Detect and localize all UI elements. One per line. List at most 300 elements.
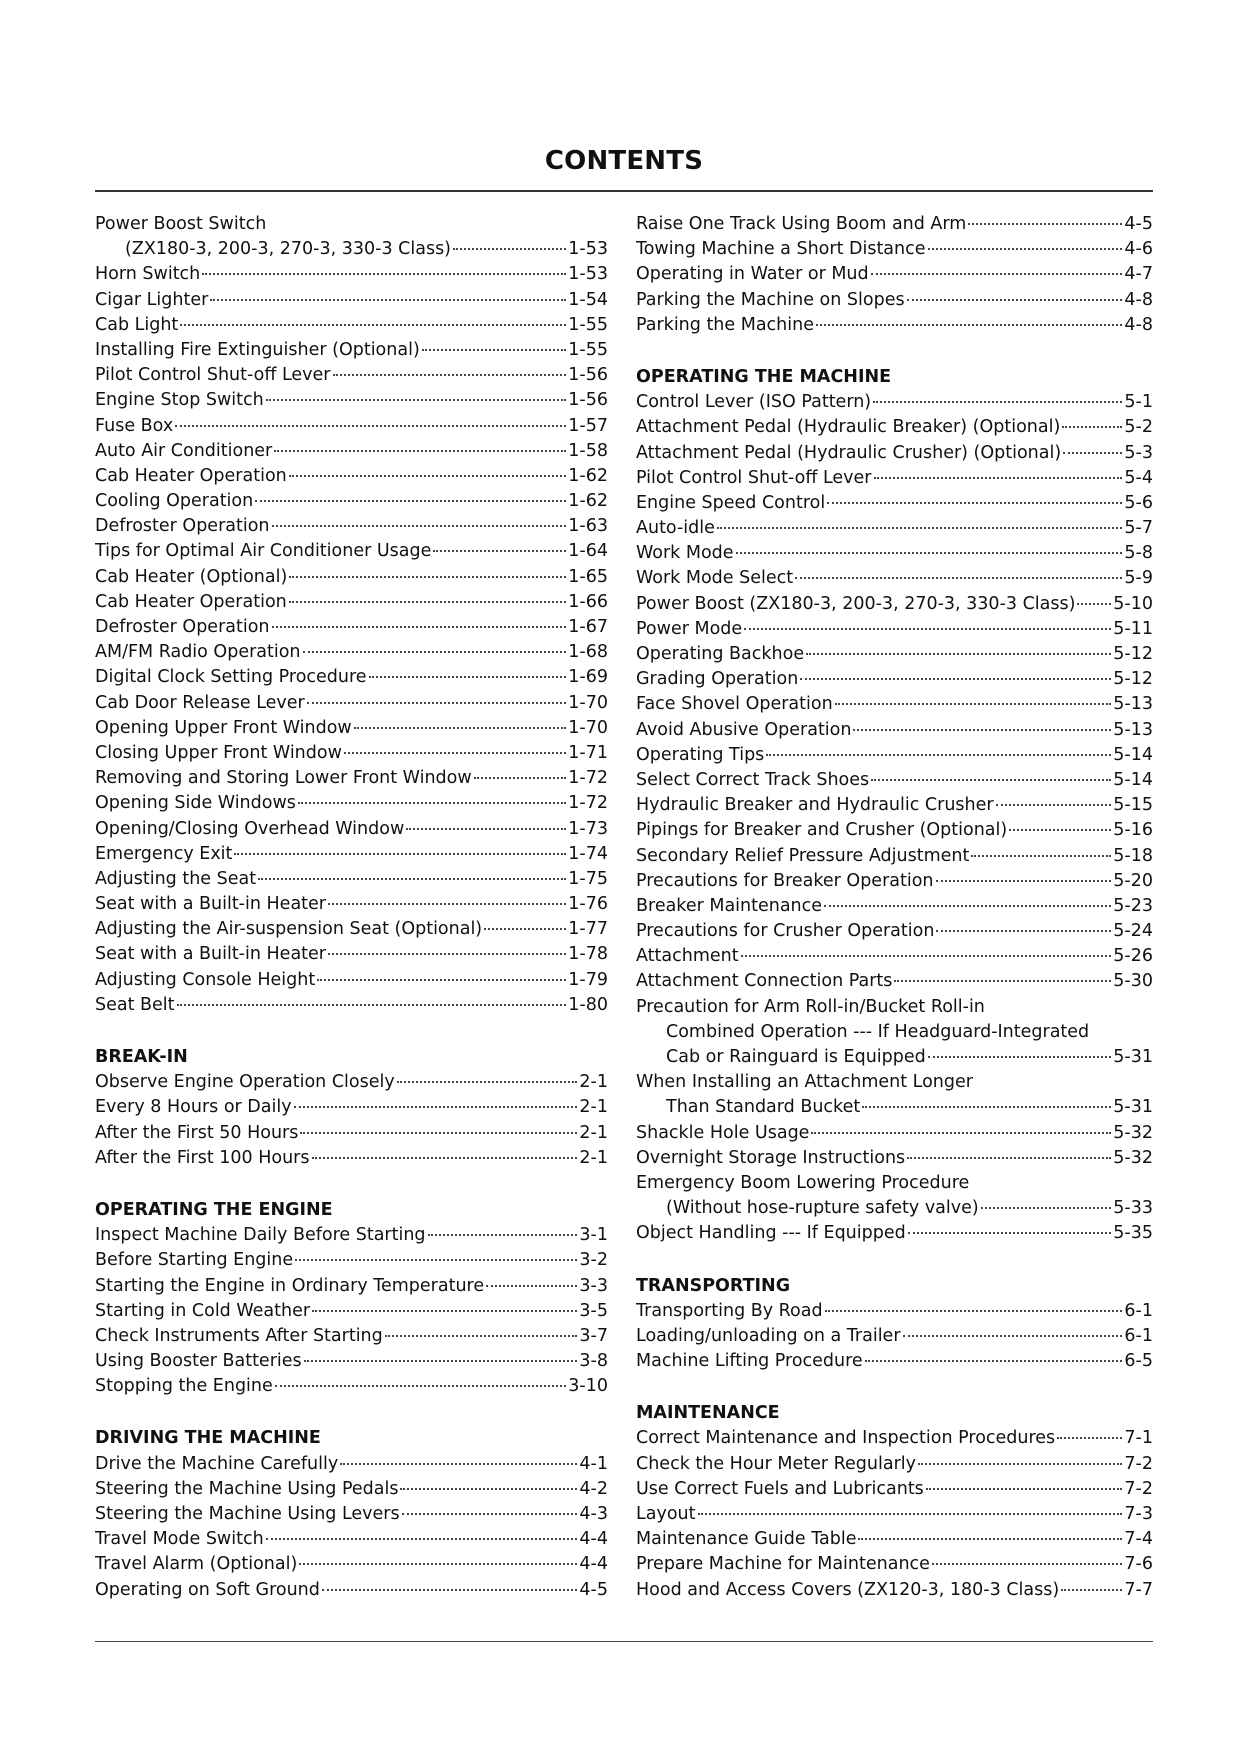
toc-entry-page: 1-62 [568, 465, 608, 486]
toc-entry-title: Maintenance Guide Table [636, 1529, 857, 1550]
toc-entry[interactable] [636, 1095, 1153, 1120]
toc-entry[interactable] [95, 817, 608, 842]
toc-entry[interactable] [95, 439, 608, 464]
toc-entry[interactable] [636, 491, 1153, 516]
toc-entry[interactable] [636, 1527, 1153, 1552]
toc-entry[interactable] [95, 1248, 608, 1273]
toc-entry-title: Attachment Pedal (Hydraulic Crusher) (Optional) [636, 442, 1062, 463]
toc-entry-page: 6-1 [1124, 1300, 1153, 1321]
toc-entry-page: 1-54 [568, 289, 608, 310]
toc-entry[interactable] [636, 212, 1153, 237]
toc-entry-page: 3-5 [579, 1300, 608, 1321]
toc-entry[interactable] [636, 1121, 1153, 1146]
toc-entry[interactable] [636, 1299, 1153, 1324]
dot-leader [811, 1132, 1111, 1134]
dot-leader [312, 1157, 578, 1159]
toc-entry-title: AM/FM Radio Operation [95, 642, 301, 663]
dot-leader [862, 1106, 1111, 1108]
toc-entry-title: Towing Machine a Short Distance [636, 239, 926, 260]
dot-leader [800, 678, 1111, 680]
toc-entry-title: Adjusting the Seat [95, 868, 257, 889]
toc-entry-title: After the First 100 Hours [95, 1147, 310, 1168]
toc-entry[interactable] [95, 288, 608, 313]
toc-entry[interactable] [95, 313, 608, 338]
dot-leader [397, 1081, 578, 1083]
toc-entry[interactable] [636, 1426, 1153, 1451]
toc-entry-page: 6-1 [1124, 1325, 1153, 1346]
toc-entry[interactable] [636, 944, 1153, 969]
toc-entry-title: Cab Light [95, 314, 179, 335]
dot-leader [317, 979, 566, 981]
toc-entry[interactable] [95, 414, 608, 439]
dot-leader [936, 880, 1112, 882]
toc-entry[interactable] [95, 1502, 608, 1527]
dot-leader [795, 577, 1122, 579]
toc-entry-title: Pilot Control Shut-off Lever [95, 365, 331, 386]
toc-entry-page: 1-71 [568, 742, 608, 763]
section-heading: DRIVING THE MACHINE [95, 1428, 321, 1449]
toc-entry[interactable] [636, 313, 1153, 338]
toc-entry-title: Observe Engine Operation Closely [95, 1072, 395, 1093]
toc-entry-page: 1-67 [568, 617, 608, 637]
toc-entry-line: Emergency Boom Lowering Procedure [636, 1172, 970, 1193]
toc-entry[interactable] [636, 818, 1153, 843]
toc-entry-title: Operating Tips [636, 744, 765, 765]
toc-entry-page: 1-53 [568, 239, 608, 260]
section-heading: TRANSPORTING [636, 1275, 791, 1296]
toc-entry[interactable] [636, 566, 1153, 591]
toc-entry-title: (Without hose-rupture safety valve) [666, 1198, 979, 1219]
toc-entry-title: Seat Belt [95, 994, 175, 1015]
toc-entry-page: 5-3 [1124, 442, 1153, 463]
toc-entry-page: 5-16 [1113, 820, 1153, 841]
toc-entry-title: Travel Alarm (Optional) [95, 1554, 298, 1575]
footer-rule [95, 1641, 1153, 1642]
toc-entry[interactable] [95, 590, 608, 615]
toc-entry[interactable] [636, 844, 1153, 869]
dot-leader [307, 702, 567, 704]
toc-entry[interactable] [636, 1196, 1153, 1221]
toc-entry[interactable] [636, 288, 1153, 313]
toc-entry-title: Cooling Operation [95, 491, 254, 512]
toc-entry[interactable] [636, 441, 1153, 466]
toc-entry-page: 4-5 [1124, 214, 1153, 234]
toc-entry[interactable] [636, 1477, 1153, 1502]
dot-leader [304, 1360, 578, 1362]
toc-entry-title: Auto-idle [636, 518, 715, 539]
toc-entry[interactable] [95, 1223, 608, 1248]
dot-leader [484, 928, 566, 930]
toc-entry[interactable] [95, 338, 608, 363]
toc-entry[interactable] [636, 262, 1153, 287]
toc-entry-title: Adjusting Console Height [95, 969, 316, 990]
toc-entry-line: Precaution for Arm Roll-in/Bucket Roll-in [636, 996, 985, 1017]
toc-entry[interactable] [636, 415, 1153, 440]
toc-entry[interactable] [636, 919, 1153, 944]
toc-entry[interactable] [95, 691, 608, 716]
toc-entry-title: Work Mode [636, 543, 734, 564]
dot-leader [717, 527, 1123, 529]
toc-entry-title: Opening Side Windows [95, 793, 296, 814]
toc-entry[interactable] [95, 1146, 608, 1171]
dot-leader [344, 752, 566, 754]
dot-leader [932, 1563, 1122, 1565]
toc-entry[interactable] [636, 1221, 1153, 1246]
dot-leader [1077, 603, 1111, 605]
toc-entry-page: 5-31 [1113, 1097, 1153, 1118]
toc-entry-title: Engine Speed Control [636, 492, 826, 513]
toc-entry-page: 5-20 [1113, 870, 1153, 891]
toc-entry[interactable] [95, 766, 608, 791]
dot-leader [981, 1207, 1112, 1209]
dot-leader [210, 299, 566, 301]
toc-entry[interactable] [95, 867, 608, 892]
toc-entry-title: Cigar Lighter [95, 289, 209, 310]
toc-entry-page: 2-1 [579, 1097, 608, 1118]
toc-entry-title: Operating on Soft Ground [95, 1579, 320, 1600]
toc-entry-title: Steering the Machine Using Pedals [95, 1478, 399, 1499]
toc-entry-page: 4-7 [1124, 264, 1153, 285]
toc-entry-title: Cab Door Release Lever [95, 692, 305, 713]
toc-entry-page: 4-5 [579, 1579, 608, 1600]
toc-entry[interactable] [95, 741, 608, 766]
toc-entry-title: Starting the Engine in Ordinary Temperature [95, 1275, 485, 1296]
toc-entry[interactable] [636, 1578, 1153, 1603]
toc-entry[interactable] [95, 917, 608, 942]
dot-leader [766, 754, 1111, 756]
toc-entry[interactable] [95, 1552, 608, 1577]
dot-leader [406, 828, 566, 830]
toc-entry[interactable] [95, 489, 608, 514]
toc-entry-page: 5-8 [1124, 543, 1153, 564]
dot-leader [907, 1157, 1111, 1159]
toc-entry[interactable] [95, 1477, 608, 1502]
dot-leader [741, 955, 1112, 957]
dot-leader [1009, 829, 1111, 831]
toc-entry-page: 1-73 [568, 818, 608, 839]
toc-entry-page: 7-7 [1124, 1579, 1153, 1600]
toc-entry[interactable] [636, 541, 1153, 566]
toc-entry-page: 1-55 [568, 339, 608, 360]
toc-entry-title: Power Mode [636, 618, 743, 639]
toc-entry[interactable] [95, 1578, 608, 1603]
dot-leader [1057, 1437, 1122, 1439]
toc-entry[interactable] [95, 716, 608, 741]
toc-entry-page: 5-2 [1124, 417, 1153, 438]
toc-entry-title: Hood and Access Covers (ZX120-3, 180-3 Class) [636, 1579, 1060, 1600]
toc-entry[interactable] [95, 262, 608, 287]
toc-entry-page: 5-15 [1113, 795, 1153, 816]
toc-entry[interactable] [95, 968, 608, 993]
toc-entry-page: 5-26 [1113, 946, 1153, 967]
dot-leader [853, 729, 1111, 731]
dot-leader [871, 779, 1111, 781]
toc-entry-title: Breaker Maintenance [636, 895, 823, 916]
title-rule [95, 190, 1153, 192]
dot-leader [234, 853, 566, 855]
toc-entry-page: 5-13 [1113, 719, 1153, 740]
toc-entry-title: Defroster Operation [95, 617, 270, 637]
toc-entry[interactable] [636, 642, 1153, 667]
dot-leader [816, 324, 1122, 326]
dot-leader [871, 273, 1123, 275]
toc-entry[interactable] [636, 667, 1153, 692]
toc-entry-title: Overnight Storage Instructions [636, 1147, 906, 1168]
toc-entry[interactable] [636, 692, 1153, 717]
toc-entry[interactable] [636, 390, 1153, 415]
toc-entry-title: Attachment Connection Parts [636, 971, 893, 992]
toc-entry[interactable] [95, 842, 608, 867]
dot-leader [300, 1132, 577, 1134]
toc-entry-title: Raise One Track Using Boom and Arm [636, 214, 967, 234]
toc-entry[interactable] [95, 942, 608, 967]
toc-entry-title: Before Starting Engine [95, 1250, 294, 1271]
toc-right-column [636, 212, 1153, 1603]
toc-entry[interactable] [95, 1095, 608, 1120]
toc-entry-title: Every 8 Hours or Daily [95, 1097, 292, 1118]
toc-entry[interactable] [95, 1274, 608, 1299]
toc-entry[interactable] [95, 237, 608, 262]
dot-leader [971, 855, 1111, 857]
toc-entry-title: After the First 50 Hours [95, 1122, 299, 1143]
dot-leader [894, 980, 1111, 982]
toc-entry-title: Defroster Operation [95, 516, 270, 537]
toc-entry-title: Grading Operation [636, 669, 799, 690]
dot-leader [874, 477, 1123, 479]
toc-entry-title: Opening Upper Front Window [95, 717, 352, 738]
toc-entry-page: 5-12 [1113, 669, 1153, 690]
toc-entry-page: 2-1 [579, 1147, 608, 1168]
dot-leader [1061, 1589, 1122, 1591]
dot-leader [298, 802, 566, 804]
toc-entry-title: Steering the Machine Using Levers [95, 1504, 400, 1524]
toc-entry-page: 2-1 [579, 1122, 608, 1143]
toc-entry-title: Adjusting the Air-suspension Seat (Optional) [95, 919, 483, 940]
toc-entry-title: Drive the Machine Carefully [95, 1453, 339, 1474]
dot-leader [274, 450, 566, 452]
toc-entry-page: 1-69 [568, 667, 608, 688]
toc-entry[interactable] [636, 793, 1153, 818]
toc-entry[interactable] [636, 1349, 1153, 1374]
toc-entry[interactable] [636, 894, 1153, 919]
toc-entry-title: Use Correct Fuels and Lubricants [636, 1478, 924, 1499]
toc-entry[interactable] [95, 388, 608, 413]
toc-entry-title: Loading/unloading on a Trailer [636, 1325, 901, 1346]
toc-entry-title: Attachment [636, 946, 739, 967]
toc-entry[interactable] [636, 466, 1153, 491]
toc-entry-title: Check Instruments After Starting [95, 1325, 383, 1346]
toc-entry[interactable] [95, 539, 608, 564]
toc-entry-page: 5-13 [1113, 694, 1153, 715]
toc-entry-title: Power Boost (ZX180-3, 200-3, 270-3, 330-3 Class) [636, 593, 1076, 614]
dot-leader [736, 552, 1123, 554]
dot-leader [369, 676, 567, 678]
dot-leader [289, 576, 566, 578]
toc-entry-page: 3-8 [579, 1351, 608, 1372]
dot-leader [422, 349, 567, 351]
toc-entry-page: 4-1 [579, 1453, 608, 1474]
toc-entry[interactable] [95, 1121, 608, 1146]
toc-entry[interactable] [636, 1552, 1153, 1577]
section-heading: MAINTENANCE [636, 1403, 780, 1424]
toc-entry-page: 5-18 [1113, 845, 1153, 866]
toc-entry-title: Prepare Machine for Maintenance [636, 1554, 930, 1575]
toc-entry-page: 3-7 [579, 1325, 608, 1346]
toc-entry-page: 4-2 [579, 1478, 608, 1499]
toc-entry[interactable] [636, 1324, 1153, 1349]
toc-entry-page: 1-56 [568, 390, 608, 411]
toc-entry-title: Machine Lifting Procedure [636, 1351, 863, 1372]
toc-entry-title: Closing Upper Front Window [95, 742, 342, 763]
toc-entry-page: 4-3 [579, 1504, 608, 1524]
toc-entry-page: 7-4 [1124, 1529, 1153, 1550]
toc-entry-title: Avoid Abusive Operation [636, 719, 852, 740]
toc-entry[interactable] [636, 869, 1153, 894]
toc-entry[interactable] [95, 665, 608, 690]
toc-entry[interactable] [95, 1452, 608, 1477]
toc-entry[interactable] [636, 617, 1153, 642]
toc-entry-title: (ZX180-3, 200-3, 270-3, 330-3 Class) [125, 239, 452, 260]
toc-entry[interactable] [636, 969, 1153, 994]
toc-entry-page: 5-9 [1124, 568, 1153, 589]
toc-entry[interactable] [95, 1374, 608, 1399]
toc-entry[interactable] [95, 791, 608, 816]
toc-entry-page: 1-76 [568, 894, 608, 915]
toc-entry-page: 3-2 [579, 1250, 608, 1271]
toc-entry-title: Hydraulic Breaker and Hydraulic Crusher [636, 795, 994, 816]
toc-entry-title: Transporting By Road [636, 1300, 823, 1321]
dot-leader [428, 1234, 578, 1236]
dot-leader [1063, 452, 1122, 454]
toc-entry-title: Work Mode Select [636, 568, 794, 589]
toc-entry-page: 5-23 [1113, 895, 1153, 916]
toc-entry-page: 1-70 [568, 692, 608, 713]
toc-entry-page: 7-2 [1124, 1453, 1153, 1474]
toc-entry-page: 5-24 [1113, 921, 1153, 942]
toc-entry[interactable] [95, 993, 608, 1018]
toc-entry-page: 5-7 [1124, 518, 1153, 539]
toc-entry[interactable] [636, 516, 1153, 541]
toc-entry-page: 4-8 [1124, 314, 1153, 335]
dot-leader [926, 1488, 1123, 1490]
toc-entry-title: Opening/Closing Overhead Window [95, 818, 405, 839]
toc-entry[interactable] [95, 1070, 608, 1095]
toc-entry-title: Secondary Relief Pressure Adjustment [636, 845, 970, 866]
dot-leader [936, 930, 1111, 932]
dot-leader [333, 374, 567, 376]
toc-entry-title: Seat with a Built-in Heater [95, 894, 326, 915]
toc-entry-title: Engine Stop Switch [95, 390, 264, 411]
dot-leader [266, 399, 567, 401]
toc-entry-page: 5-32 [1113, 1122, 1153, 1143]
toc-entry-title: Cab Heater Operation [95, 465, 287, 486]
dot-leader [289, 475, 567, 477]
section-heading: OPERATING THE ENGINE [95, 1199, 333, 1220]
toc-entry[interactable] [95, 514, 608, 539]
dot-leader [266, 1538, 578, 1540]
toc-entry-title: Parking the Machine on Slopes [636, 289, 905, 310]
toc-entry[interactable] [95, 1324, 608, 1349]
dot-leader [294, 1106, 578, 1108]
toc-entry-title: Cab Heater Operation [95, 591, 287, 612]
dot-leader [908, 1232, 1112, 1234]
toc-entry-page: 7-3 [1124, 1504, 1153, 1524]
dot-leader [299, 1563, 577, 1565]
toc-entry-page: 5-14 [1113, 769, 1153, 790]
toc-entry[interactable] [636, 592, 1153, 617]
toc-entry-page: 3-3 [579, 1275, 608, 1296]
toc-entry[interactable] [636, 743, 1153, 768]
toc-entry[interactable] [636, 237, 1153, 262]
toc-entry[interactable] [636, 718, 1153, 743]
toc-entry-title: Face Shovel Operation [636, 694, 833, 715]
toc-entry-page: 1-78 [568, 944, 608, 965]
toc-entry[interactable] [95, 363, 608, 388]
toc-entry-title: Stopping the Engine [95, 1376, 273, 1397]
toc-entry[interactable] [636, 768, 1153, 793]
toc-entry-title: Fuse Box [95, 415, 174, 436]
toc-entry-line: Power Boost Switch [95, 214, 267, 234]
toc-entry[interactable] [95, 464, 608, 489]
dot-leader [354, 727, 567, 729]
toc-entry-title: Parking the Machine [636, 314, 814, 335]
dot-leader [835, 703, 1112, 705]
toc-entry-page: 1-80 [568, 994, 608, 1015]
toc-entry[interactable] [95, 615, 608, 640]
toc-entry[interactable] [636, 1146, 1153, 1171]
toc-entry-page: 7-2 [1124, 1478, 1153, 1499]
toc-entry-page: 5-30 [1113, 971, 1153, 992]
toc-entry[interactable] [95, 1527, 608, 1552]
dot-leader [824, 905, 1111, 907]
toc-entry-title: Check the Hour Meter Regularly [636, 1453, 916, 1474]
toc-entry-page: 1-56 [568, 365, 608, 386]
toc-entry-page: 1-74 [568, 843, 608, 864]
toc-entry-page: 5-14 [1113, 744, 1153, 765]
toc-entry-page: 1-77 [568, 919, 608, 940]
dot-leader [918, 1463, 1122, 1465]
toc-entry-page: 5-31 [1113, 1047, 1153, 1067]
toc-entry-page: 4-4 [579, 1554, 608, 1575]
dot-leader [928, 1056, 1112, 1058]
toc-entry-title: Precautions for Crusher Operation [636, 921, 935, 942]
toc-entry-page: 5-6 [1124, 492, 1153, 513]
toc-entry-title: Control Lever (ISO Pattern) [636, 392, 872, 413]
toc-entry[interactable] [95, 892, 608, 917]
toc-entry[interactable] [95, 640, 608, 665]
dot-leader [433, 550, 566, 552]
toc-entry[interactable] [95, 1349, 608, 1374]
toc-entry-title: Than Standard Bucket [666, 1097, 861, 1118]
toc-entry-title: Cab Heater (Optional) [95, 566, 288, 587]
dot-leader [873, 401, 1122, 403]
dot-leader [744, 628, 1111, 630]
dot-leader [202, 273, 566, 275]
toc-entry-page: 5-33 [1113, 1198, 1153, 1219]
toc-entry[interactable] [636, 1045, 1153, 1070]
toc-entry[interactable] [636, 1502, 1153, 1527]
toc-entry-title: Pilot Control Shut-off Lever [636, 467, 872, 488]
toc-entry[interactable] [95, 565, 608, 590]
toc-entry[interactable] [636, 1452, 1153, 1477]
toc-entry[interactable] [95, 1299, 608, 1324]
toc-entry-page: 1-57 [568, 415, 608, 436]
dot-leader [328, 903, 566, 905]
dot-leader [825, 1310, 1123, 1312]
toc-entry-title: Object Handling --- If Equipped [636, 1223, 906, 1244]
dot-leader [258, 878, 566, 880]
toc-entry-page: 1-72 [568, 793, 608, 814]
